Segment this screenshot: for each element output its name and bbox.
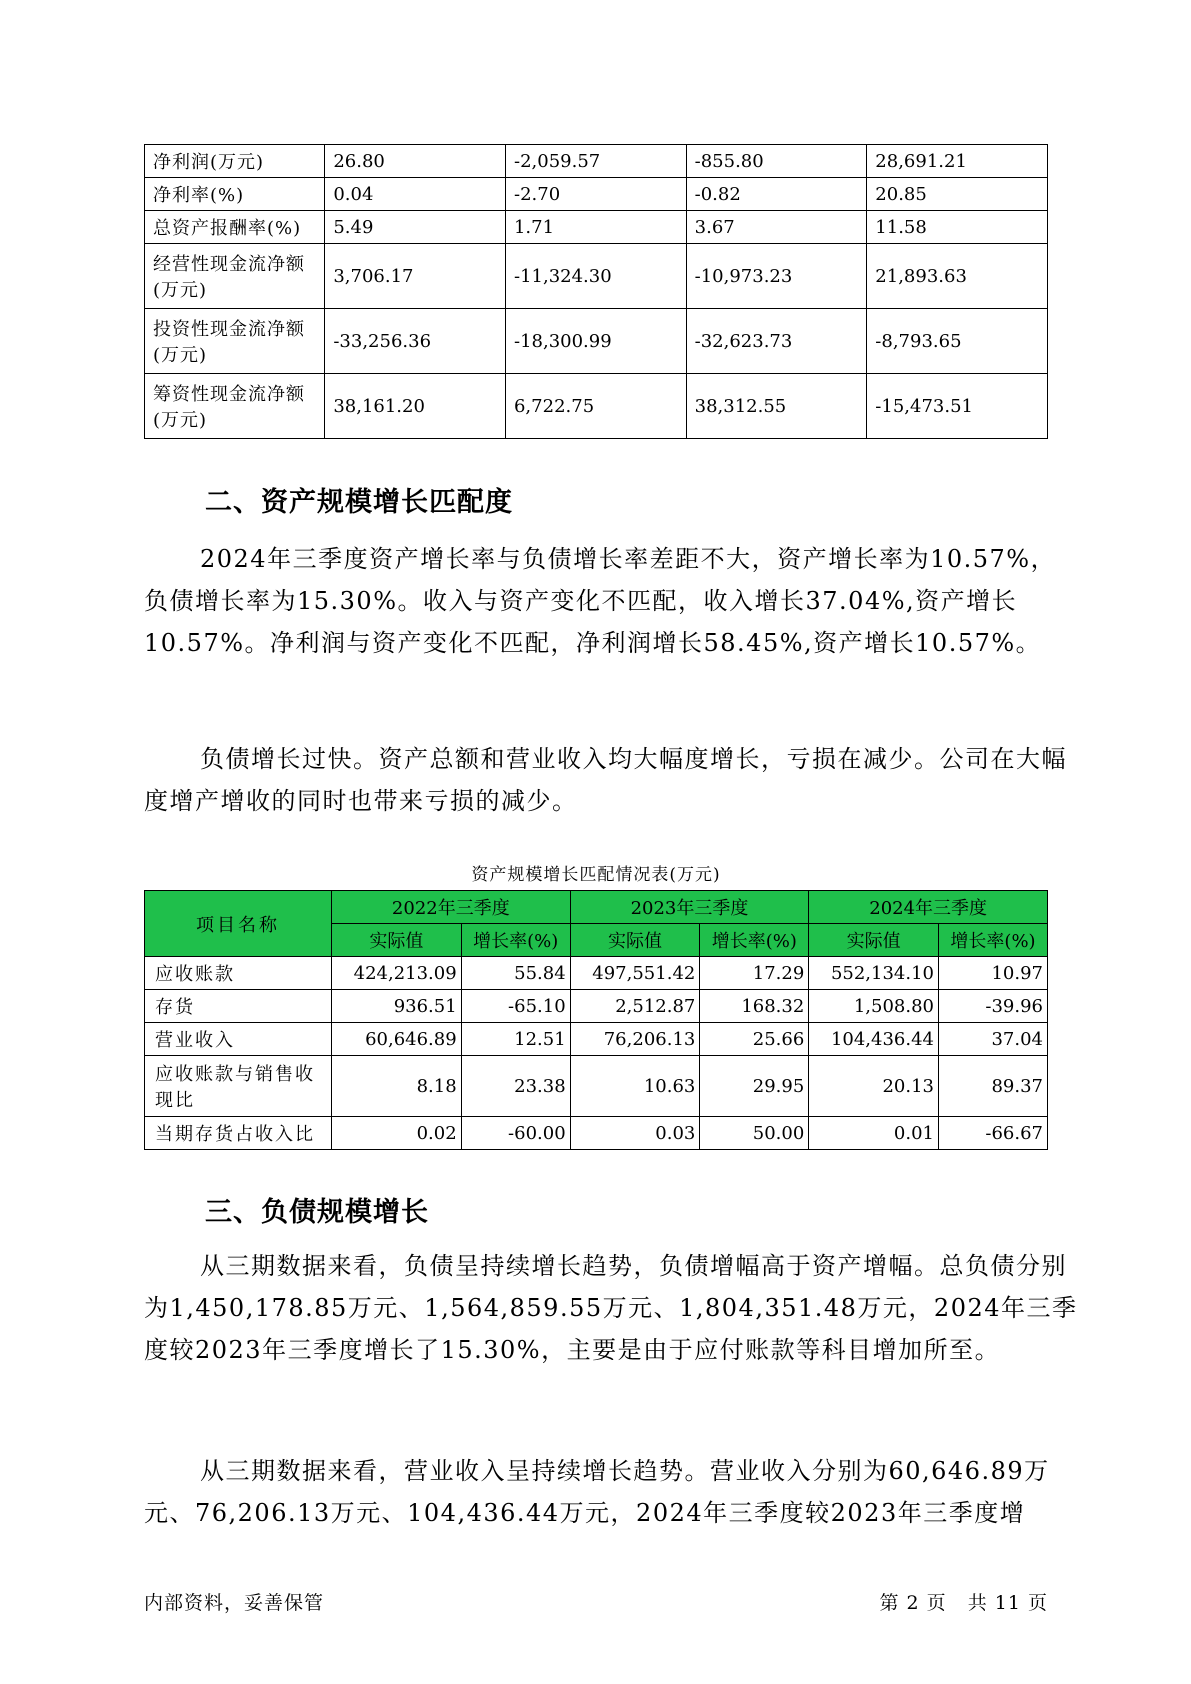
table-cell: 29.95 [700, 1056, 809, 1117]
column-header: 项目名称 [145, 891, 332, 957]
table-cell: -66.67 [939, 1117, 1048, 1150]
column-header: 实际值 [809, 924, 939, 957]
table-cell: 0.02 [332, 1117, 462, 1150]
table-cell: 38,161.20 [325, 374, 506, 439]
column-header: 实际值 [332, 924, 462, 957]
asset-match-table [144, 890, 1048, 1150]
table-cell: 936.51 [332, 990, 462, 1023]
table-cell: 552,134.10 [809, 957, 939, 990]
paragraph: 负债增长过快。资产总额和营业收入均大幅度增长，亏损在减少。公司在大幅度增产增收的同时也带来亏损的减少。 [144, 745, 1067, 815]
table-cell: 76,206.13 [570, 1023, 700, 1056]
table-row [145, 957, 1048, 990]
row-label: 当期存货占收入比 [145, 1117, 332, 1150]
table-cell: 0.01 [809, 1117, 939, 1150]
row-label: 应收账款与销售收现比 [145, 1056, 332, 1117]
table-cell: -60.00 [461, 1117, 570, 1150]
table-cell: 25.66 [700, 1023, 809, 1056]
column-header: 2022年三季度 [332, 891, 571, 924]
row-label: 筹资性现金流净额(万元) [145, 374, 325, 439]
table-cell: 0.04 [325, 178, 506, 211]
table-cell: 20.13 [809, 1056, 939, 1117]
table-caption: 资产规模增长匹配情况表(万元) [471, 865, 721, 885]
table-cell: 6,722.75 [505, 374, 686, 439]
column-header: 增长率(%) [700, 924, 809, 957]
table-cell: 0.03 [570, 1117, 700, 1150]
table-row [145, 244, 1048, 309]
row-label: 营业收入 [145, 1023, 332, 1056]
column-header: 2024年三季度 [809, 891, 1048, 924]
table-cell: 104,436.44 [809, 1023, 939, 1056]
paragraph: 2024年三季度资产增长率与负债增长率差距不大，资产增长率为10.57%，负债增长率为15.30%。收入与资产变化不匹配，收入增长37.04%,资产增长10.57%。净利润与资产变化不匹配，净利润增长58.45%,资产增长10.57%。 [144, 545, 1057, 657]
table-cell: 38,312.55 [686, 374, 867, 439]
table-cell: 10.63 [570, 1056, 700, 1117]
table-row [145, 178, 1048, 211]
table-row [145, 990, 1048, 1023]
column-header: 2023年三季度 [570, 891, 809, 924]
table-cell: 3.67 [686, 211, 867, 244]
table-cell: -11,324.30 [505, 244, 686, 309]
row-label: 净利润(万元) [145, 145, 325, 178]
table-row [145, 1023, 1048, 1056]
table-cell: -15,473.51 [867, 374, 1048, 439]
table-cell: 424,213.09 [332, 957, 462, 990]
table-row [145, 1117, 1048, 1150]
table-cell: -65.10 [461, 990, 570, 1023]
table-cell: 8.18 [332, 1056, 462, 1117]
table-cell: -855.80 [686, 145, 867, 178]
row-label: 净利率(%) [145, 178, 325, 211]
table-cell: 20.85 [867, 178, 1048, 211]
row-label: 经营性现金流净额(万元) [145, 244, 325, 309]
column-header: 实际值 [570, 924, 700, 957]
table-cell: -2.70 [505, 178, 686, 211]
table-cell: 1.71 [505, 211, 686, 244]
section-heading: 三、负债规模增长 [205, 1197, 429, 1228]
table-row [145, 309, 1048, 374]
table-cell: 5.49 [325, 211, 506, 244]
table-cell: 10.97 [939, 957, 1048, 990]
table-cell: 2,512.87 [570, 990, 700, 1023]
paragraph: 从三期数据来看，负债呈持续增长趋势，负债增幅高于资产增幅。总负债分别为1,450,178.85万元、1,564,859.55万元、1,804,351.48万元，2024年三季度较2023年三季度增长了15.30%，主要是由于应付账款等科目增加所至。 [144, 1252, 1078, 1364]
table-cell: 23.38 [461, 1056, 570, 1117]
metrics-table [144, 144, 1048, 439]
table-cell: -8,793.65 [867, 309, 1048, 374]
table-row [145, 374, 1048, 439]
table-row [145, 145, 1048, 178]
table-cell: 497,551.42 [570, 957, 700, 990]
table-cell: 168.32 [700, 990, 809, 1023]
column-header: 增长率(%) [939, 924, 1048, 957]
table-cell: 1,508.80 [809, 990, 939, 1023]
table-cell: 12.51 [461, 1023, 570, 1056]
table-cell: 21,893.63 [867, 244, 1048, 309]
table-cell: 89.37 [939, 1056, 1048, 1117]
row-label: 总资产报酬率(%) [145, 211, 325, 244]
row-label: 应收账款 [145, 957, 332, 990]
footer-left: 内部资料，妥善保管 [144, 1592, 325, 1614]
table-cell: 37.04 [939, 1023, 1048, 1056]
section-heading: 二、资产规模增长匹配度 [205, 487, 513, 518]
table-cell: -39.96 [939, 990, 1048, 1023]
table-row [145, 1056, 1048, 1117]
column-header: 增长率(%) [461, 924, 570, 957]
table-cell: -2,059.57 [505, 145, 686, 178]
table-cell: 28,691.21 [867, 145, 1048, 178]
table-cell: -33,256.36 [325, 309, 506, 374]
table-cell: 50.00 [700, 1117, 809, 1150]
table-cell: -32,623.73 [686, 309, 867, 374]
table-cell: 55.84 [461, 957, 570, 990]
table-cell: -10,973.23 [686, 244, 867, 309]
table-cell: 17.29 [700, 957, 809, 990]
table-cell: 60,646.89 [332, 1023, 462, 1056]
page-number: 第 2 页 共 11 页 [879, 1592, 1048, 1614]
row-label: 存货 [145, 990, 332, 1023]
table-cell: -0.82 [686, 178, 867, 211]
paragraph: 从三期数据来看，营业收入呈持续增长趋势。营业收入分别为60,646.89万元、76,206.13万元、104,436.44万元，2024年三季度较2023年三季度增 [144, 1457, 1050, 1527]
table-cell: -18,300.99 [505, 309, 686, 374]
table-row [145, 211, 1048, 244]
table-cell: 3,706.17 [325, 244, 506, 309]
row-label: 投资性现金流净额(万元) [145, 309, 325, 374]
table-cell: 26.80 [325, 145, 506, 178]
table-cell: 11.58 [867, 211, 1048, 244]
